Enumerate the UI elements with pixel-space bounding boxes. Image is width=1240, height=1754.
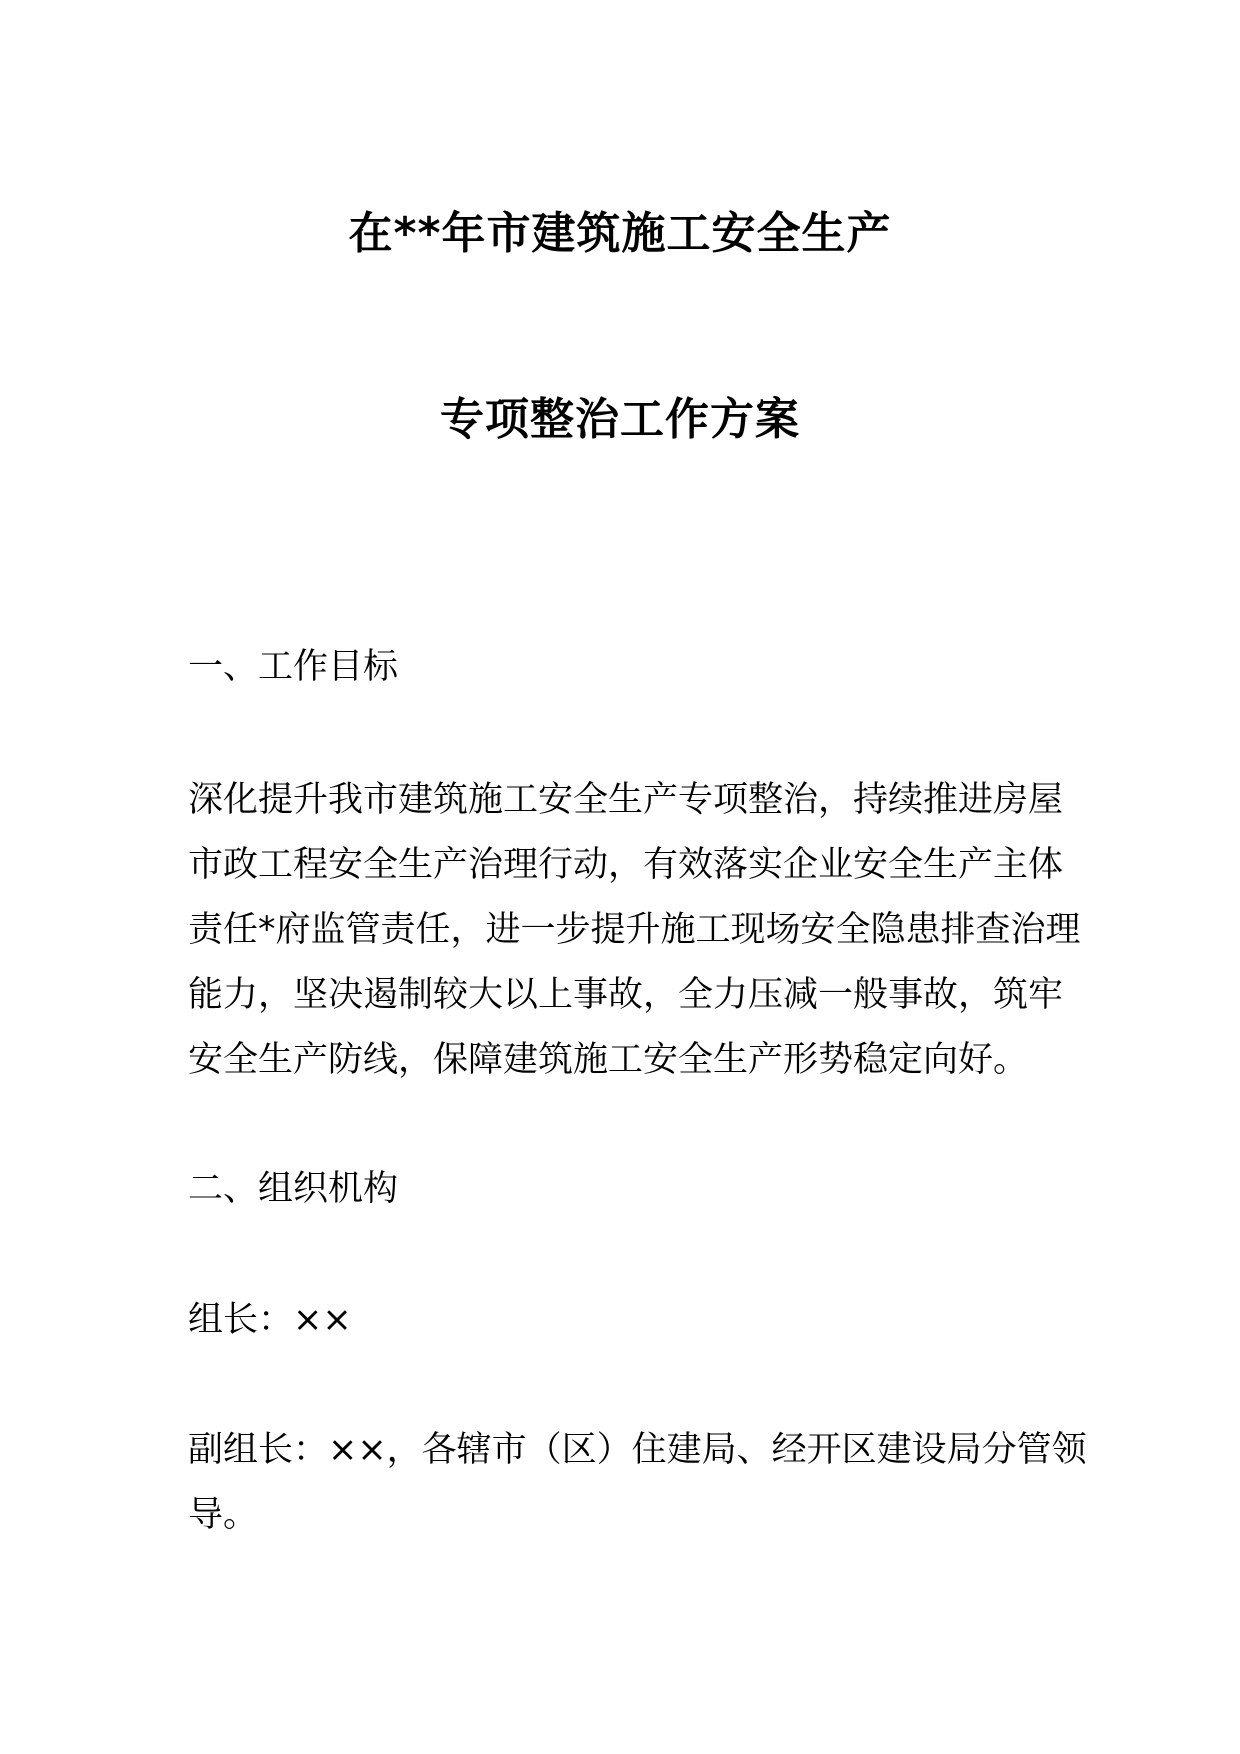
- paragraph-line: 市政工程安全生产治理行动，有效落实企业安全生产主体: [188, 845, 1064, 885]
- deputy-leader-paragraph: [188, 1418, 1087, 1548]
- paragraph-line: 副组长：××，各辖市（区）住建局、经开区建设局分管领: [188, 1430, 1087, 1470]
- group-leader-line: 组长：××: [188, 1300, 352, 1340]
- document-title-line-2: 专项整治工作方案: [440, 394, 800, 445]
- section-heading-work-goal: 一、工作目标: [188, 647, 399, 687]
- work-goal-paragraph: [188, 768, 1081, 1093]
- paragraph-line: 安全生产防线，保障建筑施工安全生产形势稳定向好。: [188, 1040, 1029, 1080]
- paragraph-line: 导。: [188, 1495, 259, 1535]
- paragraph-line: 能力，坚决遏制较大以上事故，全力压减一般事故，筑牢: [188, 975, 1064, 1015]
- paragraph-line: 深化提升我市建筑施工安全生产专项整治，持续推进房屋: [188, 780, 1064, 820]
- document-title-line-1: 在**年市建筑施工安全生产: [348, 208, 892, 259]
- section-heading-organization: 二、组织机构: [188, 1169, 399, 1209]
- paragraph-line: 责任*府监管责任，进一步提升施工现场安全隐患排查治理: [188, 910, 1081, 950]
